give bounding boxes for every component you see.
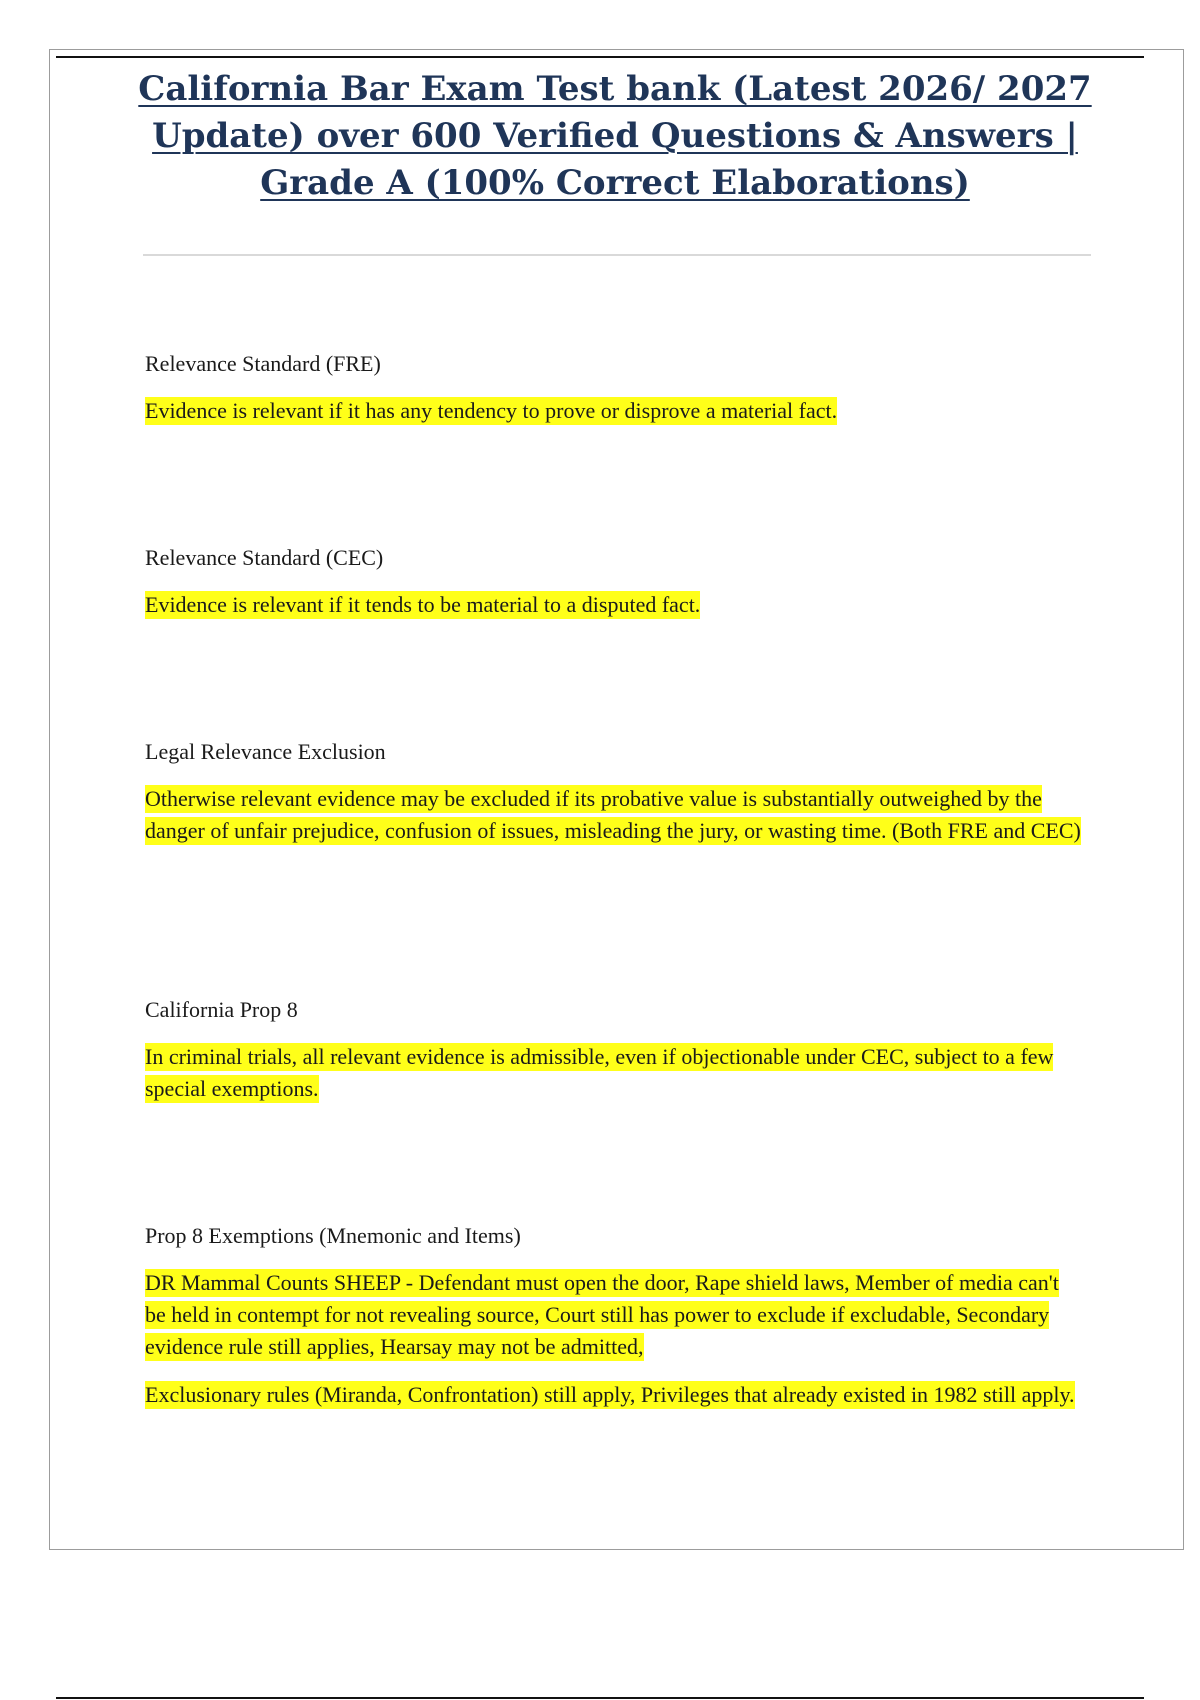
highlighted-answer: Exclusionary rules (Miranda, Confrontation) still apply, Privileges that already existed in 1982 still apply.	[145, 1382, 1075, 1407]
highlighted-answer: Evidence is relevant if it has any tendency to prove or disprove a material fact.	[145, 398, 838, 423]
card-definition	[145, 589, 1085, 621]
card-definition	[145, 1041, 1085, 1105]
highlighted-answer: Otherwise relevant evidence may be excluded if its probative value is substantially outweighed by the danger of unfair prejudice, confusion of issues, misleading the jury, or wasting time. (Both FRE and CEC)	[145, 786, 1081, 843]
flashcard-legal-relevance-exclusion	[145, 737, 1085, 847]
document-title	[120, 66, 1110, 207]
title-line-1: California Bar Exam Test bank (Latest 2026/ 2027	[138, 69, 1092, 109]
card-term: California Prop 8	[145, 997, 298, 1022]
card-term: Relevance Standard (CEC)	[145, 545, 384, 570]
highlighted-answer: In criminal trials, all relevant evidence is admissible, even if objectionable under CEC, subject to a few special exemptions.	[145, 1044, 1054, 1101]
page-bottom-rule	[56, 1697, 1144, 1699]
title-line-2: Update) over 600 Verified Questions & Answers |	[152, 116, 1078, 156]
card-definition	[145, 1267, 1085, 1363]
card-definition-continued	[145, 1379, 1085, 1411]
card-term: Prop 8 Exemptions (Mnemonic and Items)	[145, 1223, 521, 1248]
flashcard-california-prop-8	[145, 995, 1085, 1105]
flashcard-relevance-fre	[145, 349, 1085, 427]
title-line-3: Grade A (100% Correct Elaborations)	[260, 163, 970, 203]
highlighted-answer: DR Mammal Counts SHEEP - Defendant must open the door, Rape shield laws, Member of media can't be held in contempt for not revealing source, Court still has power to exclude if excludable, Secondary evidence rule still applies, Hearsay may not be admitted,	[145, 1270, 1059, 1359]
flashcard-prop-8-exemptions	[145, 1221, 1085, 1411]
card-definition	[145, 395, 1085, 427]
title-divider	[143, 254, 1091, 256]
card-definition	[145, 783, 1085, 847]
highlighted-answer: Evidence is relevant if it tends to be material to a disputed fact.	[145, 592, 701, 617]
card-term: Relevance Standard (FRE)	[145, 351, 381, 376]
card-term: Legal Relevance Exclusion	[145, 739, 386, 764]
flashcard-relevance-cec	[145, 543, 1085, 621]
